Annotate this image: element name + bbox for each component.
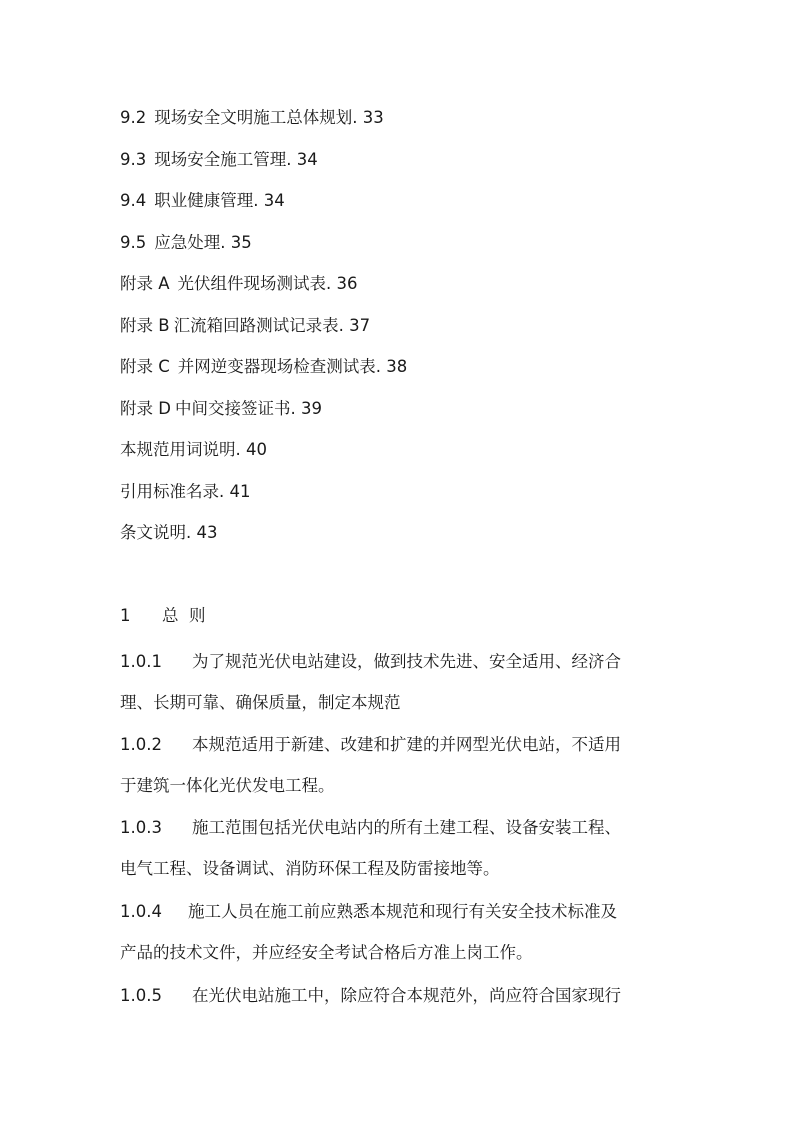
toc-entry-title: 现场安全文明施工总体规划	[154, 108, 353, 127]
toc-entry-number: 9.5	[120, 233, 147, 252]
toc-entry-page: . 43	[186, 523, 218, 542]
toc-entry-title: 引用标准名录	[120, 482, 219, 501]
toc-entry-page: . 39	[290, 399, 322, 418]
clause-line	[120, 648, 621, 672]
clause-line	[120, 982, 621, 1006]
clause-number: 1.0.4	[120, 902, 162, 921]
toc-entry	[120, 482, 251, 502]
clause-line	[120, 898, 617, 922]
toc-entry-number: 附录 B	[120, 316, 170, 335]
toc-entry-page: . 38	[375, 357, 408, 376]
clause-text: 于建筑一体化光伏发电工程。	[120, 776, 335, 795]
toc-entry	[120, 357, 407, 377]
chapter-heading	[120, 606, 206, 626]
toc-entry-title: 职业健康管理	[154, 191, 254, 210]
clause-number: 1.0.5	[120, 986, 162, 1005]
toc-entry-page: . 40	[235, 440, 267, 459]
toc-entry	[120, 233, 252, 253]
toc-entry-number: 9.4	[120, 191, 147, 210]
toc-entry-page: . 34	[286, 150, 318, 169]
clause-line	[120, 772, 335, 796]
toc-entry-page: . 41	[219, 482, 251, 501]
toc-entry	[120, 150, 318, 170]
clause-text: 电气工程、设备调试、消防环保工程及防雷接地等。	[120, 859, 500, 878]
clause-line	[120, 939, 533, 963]
toc-entry-page: . 35	[220, 233, 252, 252]
toc-entry-title: 并网逆变器现场检查测试表	[177, 357, 376, 376]
clause-number: 1.0.2	[120, 735, 162, 754]
clause-line	[120, 731, 621, 755]
clause-text: 理、长期可靠、确保质量，制定本规范	[120, 693, 401, 712]
clause-text: 产品的技术文件，并应经安全考试合格后方准上岗工作。	[120, 943, 533, 962]
clause-line	[120, 689, 401, 713]
toc-entry-title: 汇流箱回路测试记录表	[173, 316, 339, 335]
toc-entry-page: . 34	[253, 191, 285, 210]
toc-entry	[120, 191, 285, 211]
clause-text: 为了规范光伏电站建设，做到技术先进、安全适用、经济合	[192, 652, 621, 671]
toc-entry	[120, 108, 384, 128]
toc-entry-number: 附录 D	[120, 399, 171, 418]
toc-entry-page: . 33	[352, 108, 384, 127]
clause-text: 本规范适用于新建、改建和扩建的并网型光伏电站，不适用	[192, 735, 621, 754]
toc-entry-title: 应急处理	[154, 233, 221, 252]
clause-text: 在光伏电站施工中，除应符合本规范外，尚应符合国家现行	[192, 986, 621, 1005]
toc-entry-title: 光伏组件现场测试表	[177, 274, 327, 293]
toc-entry	[120, 274, 358, 294]
clause-number: 1.0.3	[120, 818, 162, 837]
toc-entry-number: 附录 A	[120, 274, 170, 293]
toc-entry-title: 条文说明	[120, 523, 186, 542]
clause-line	[120, 814, 621, 838]
chapter-title: 总 则	[162, 606, 206, 625]
toc-entry	[120, 316, 370, 336]
clause-text: 施工范围包括光伏电站内的所有土建工程、设备安装工程、	[192, 818, 621, 837]
toc-entry-number: 9.2	[120, 108, 147, 127]
toc-entry-number: 附录 C	[120, 357, 170, 376]
toc-entry-title: 本规范用词说明	[120, 440, 236, 459]
toc-entry	[120, 440, 267, 460]
toc-entry-page: . 36	[326, 274, 358, 293]
toc-entry-page: . 37	[338, 316, 371, 335]
clause-text: 施工人员在施工前应熟悉本规范和现行有关安全技术标准及	[188, 902, 617, 921]
clause-number: 1.0.1	[120, 652, 162, 671]
chapter-number: 1	[120, 606, 131, 625]
toc-entry	[120, 399, 322, 419]
clause-line	[120, 855, 500, 879]
toc-entry	[120, 523, 218, 543]
toc-entry-title: 中间交接签证书	[174, 399, 291, 418]
toc-entry-number: 9.3	[120, 150, 147, 169]
toc-entry-title: 现场安全施工管理	[154, 150, 287, 169]
